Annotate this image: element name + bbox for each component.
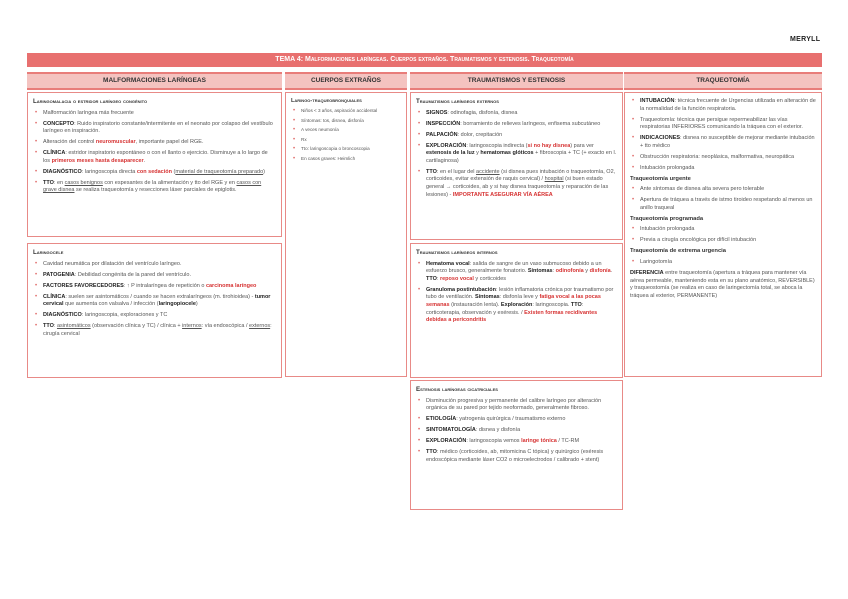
section-title: Traqueotomía programada xyxy=(630,215,704,222)
list-item: • CONCEPTO: Ruido inspiratorio constante/intermitente en el neonato por colapso del vestíbulo laríngeo en inspiración. xyxy=(43,121,276,136)
list-item: • Laringotomía xyxy=(640,259,816,267)
list-item: • TTO: médico (corticoides, ab, mitomicina C tópica) y quirúrgico (exéresis endoscópica mediante láser CO2 o microelectrodos / calibrado + stent) xyxy=(426,449,617,464)
list-item: • SIGNOS: odinofagia, disfonía, disnea xyxy=(426,110,617,118)
list-item: • TTO: asintomáticos (observación clínica y TC) / clínica + internos: vía endoscópica / externos: cirugía cervical xyxy=(43,323,276,338)
list-item: • Rx xyxy=(301,137,401,143)
list-item: • PATOGENIA: Debilidad congénita de la pared del ventrículo. xyxy=(43,272,276,280)
section-title: Traqueotomía urgente xyxy=(630,175,691,182)
section-title: Traqueotomía de extrema urgencia xyxy=(630,248,727,255)
estenosis-heading: Estenosis laríngeas cicatriciales xyxy=(416,386,498,393)
list-item: • Disminución progresiva y permanente del calibre laríngeo por alteración orgánica de su pared por tejido neoformado, generalmente fibroso. xyxy=(426,398,617,413)
list-item: • Obstrucción respiratoria: neoplásica, malformativa, neuropática xyxy=(640,154,816,162)
traqueotomia-card xyxy=(624,92,822,377)
list-item: • DIAGNÓSTICO: laringoscopia directa con sedación (material de traqueotomía preparado) xyxy=(43,169,276,177)
list-item: • PALPACIÓN: dolor, crepitación xyxy=(426,132,617,140)
list-item: • EXPLORACIÓN: laringoscopia indirecta (si no hay disnea) para ver estenosis de la luz y hematomas glóticos + fibroscopia + TC (+ exacto en l. cartilaginosa) xyxy=(426,143,617,166)
list-item: • Previa a cirugía oncológica por difícil intubación xyxy=(640,237,816,245)
column-header-cuerpos: CUERPOS EXTRAÑOS xyxy=(285,72,407,90)
list-item: • Granuloma postintubación: lesión inflamatoria crónica por traumatismo por tubo de ventilación. Síntomas: disfonía leve y fatiga vocal a las pocas semanas (instauración lenta). Exploración: laringoscopia. TTO: corticoterapia, observación y exéresis. / Existen formas recidivantes debidas a pericondritis xyxy=(426,287,617,325)
laringomalacia-heading: Laringomalacia o estridor laríngeo congénito xyxy=(33,98,148,105)
list-item: • INDICACIONES: disnea no susceptible de mejorar mediante intubación + tto médico xyxy=(640,135,816,150)
list-item: • INTUBACIÓN: técnica frecuente de Urgencias utilizada en alteración de la normalidad de la función respiratoria. xyxy=(640,98,816,113)
diferencia-text: DIFERENCIA entre traqueotomía (apertura a tráquea para mantener vía aérea permeable, manteniendo esta en su plano anatómico, REVERSIBLE) y traqueostomía (se realiza en caso de laringectomía total, se aboca la tráquea al exterior, PERMANENTE) xyxy=(630,270,815,299)
list-item: • Síntomas: tos, disnea, disfonía xyxy=(301,118,401,124)
list-item: • FACTORES FAVORECEDORES: ↑ P intralaríngea de repetición o carcinoma laríngeo xyxy=(43,283,276,291)
list-item: • Hematoma vocal: salida de sangre de un vaso submucoso debido a un esfuerzo brusco, generalmente fonatorio. Síntomas: odinofonía y disfonía. TTO: reposo vocal y corticoides xyxy=(426,261,617,284)
list-item: • EXPLORACIÓN: laringoscopia vemos laringe tónica / TC-RM xyxy=(426,438,617,446)
column-header-malformaciones: MALFORMACIONES LARÍNGEAS xyxy=(27,72,282,90)
column-header-traumatismos: TRAUMATISMOS Y ESTENOSIS xyxy=(410,72,623,90)
brand-label: MERYLL xyxy=(790,36,821,43)
list-item: • TTO: en el lugar del accidente (si disnea pues intubación o traqueotomía, O2, corticoides, evitar extensión de raquis cervical) / hospital (si buen estado general → corticoides, ab y si hay disnea traqueotomía y reparación de las lesiones) - IMPORTANTE ASEGURAR VÍA AÉREA xyxy=(426,169,617,199)
list-item: • INSPECCIÓN: borramiento de relieves laríngeos, enfisema subcutáneo xyxy=(426,121,617,129)
list-item: • CLÍNICA: suelen ser asintomáticos / cuando se hacen extralaríngeos (m. tirohioidea) - tumor cervical que aumenta con valsalva / infección (laringopiocele) xyxy=(43,294,276,309)
list-item: • TTO: en casos benignos con espesantes de la alimentación y tto del RGE y en casos con grave disnea se realiza traqueotomía y resecciones láser parciales de epiglotis. xyxy=(43,180,276,195)
list-item: • A veces neumonía xyxy=(301,127,401,133)
trauma-interno-card xyxy=(410,243,623,378)
trauma-interno-heading: Traumatismos laríngeos internos xyxy=(416,249,498,256)
list-item: • SINTOMATOLOGÍA: disnea y disfonía xyxy=(426,427,617,435)
estenosis-card xyxy=(410,380,623,510)
list-item: • Niños < 3 años, aspiración accidental xyxy=(301,108,401,114)
cuerpos-card xyxy=(285,92,407,377)
list-item: • Intubación prolongada xyxy=(640,226,816,234)
column-header-traqueotomia: TRAQUEOTOMÍA xyxy=(624,72,822,90)
list-item: • Tto: laringoscopia o broncoscopia xyxy=(301,146,401,152)
list-item: • ETIOLOGÍA: yatrogenia quirúrgica / traumatismo externo xyxy=(426,416,617,424)
list-item: • Apertura de tráquea a través de istmo tiroideo respetando al menos un anillo traqueal xyxy=(640,197,816,212)
laringomalacia-card xyxy=(27,92,282,237)
list-item: • Malformación laríngea más frecuente xyxy=(43,110,276,118)
list-item: • Traqueotomía: técnica que persigue repermeabilizar las vías respiratorias INFERIORES comunicando la tráquea con el exterior. xyxy=(640,117,816,132)
laringocele-heading: Laringocele xyxy=(33,249,64,256)
cuerpos-heading: Laringo-traqueobronquiales xyxy=(291,98,362,104)
list-item: • Alteración del control neuromuscular, importante papel del RGE. xyxy=(43,139,276,147)
list-item: • Cavidad neumática por dilatación del ventrículo laríngeo. xyxy=(43,261,276,269)
trauma-externo-heading: Traumatismos laríngeos externos xyxy=(416,98,499,105)
list-item: • DIAGNÓSTICO: laringoscopia, exploraciones y TC xyxy=(43,312,276,320)
trauma-externo-card xyxy=(410,92,623,240)
list-item: • CLÍNICA: estridor inspiratorio espontáneo o con el llanto o ejercicio. Disminuye a lo largo de los primeros meses hasta desaparecer. xyxy=(43,150,276,165)
page-title: TEMA 4: Malformaciones laríngeas. Cuerpos extraños. Traumatismos y estenosis. Traqueotomía xyxy=(27,53,822,67)
list-item: • En casos graves: Heimlich xyxy=(301,156,401,162)
list-item: • Intubación prolongada xyxy=(640,165,816,173)
laringocele-card xyxy=(27,243,282,378)
list-item: • Ante síntomas de disnea alta severa pero tolerable xyxy=(640,186,816,194)
